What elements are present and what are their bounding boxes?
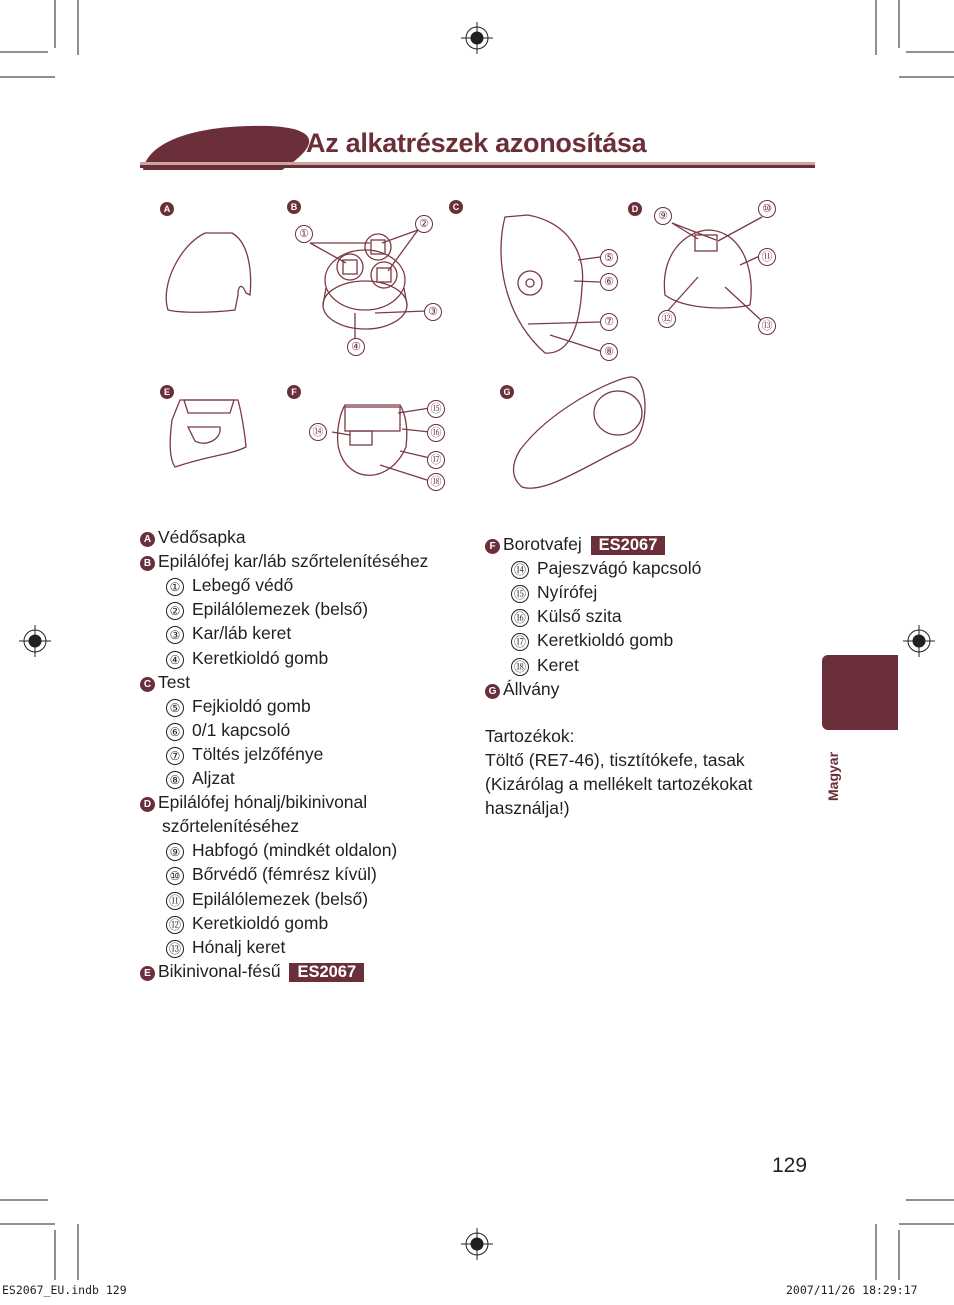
part-item bbox=[511, 580, 597, 604]
shaver-head-illustration bbox=[332, 405, 430, 481]
callout-3: ③ bbox=[424, 303, 442, 321]
part-label: Keretkioldó gomb bbox=[192, 912, 329, 933]
protective-cap-illustration bbox=[166, 233, 250, 312]
diagram-label-d: D bbox=[628, 202, 642, 216]
language-label-text: Magyar bbox=[825, 751, 841, 801]
part-item bbox=[140, 670, 190, 694]
part-number-badge: ⑯ bbox=[511, 609, 529, 627]
part-number-badge: ⑦ bbox=[166, 747, 184, 765]
part-item bbox=[166, 862, 377, 886]
part-label: Keret bbox=[537, 654, 579, 675]
part-letter-badge: E bbox=[140, 966, 155, 981]
diagram-label-b: B bbox=[287, 200, 301, 214]
part-label: Habfogó (mindkét oldalon) bbox=[192, 840, 398, 861]
callout-6: ⑥ bbox=[600, 273, 618, 291]
diagram-label-a: A bbox=[160, 202, 174, 216]
part-item bbox=[166, 935, 285, 959]
callout-1: ① bbox=[295, 225, 313, 243]
part-item bbox=[162, 814, 299, 838]
part-number-badge: ② bbox=[166, 602, 184, 620]
callout-12: ⑫ bbox=[658, 310, 676, 328]
part-item bbox=[140, 549, 428, 573]
part-label: Keretkioldó gomb bbox=[192, 647, 329, 668]
callout-16: ⑯ bbox=[427, 424, 445, 442]
part-number-badge: ⑰ bbox=[511, 633, 529, 651]
callout-2: ② bbox=[415, 215, 433, 233]
accessories-line-2: (Kizárólag a mellékelt tartozékokat bbox=[485, 774, 753, 794]
parts-list-left bbox=[140, 525, 480, 985]
part-number-badge: ⑤ bbox=[166, 699, 184, 717]
part-label: Pajeszvágó kapcsoló bbox=[537, 558, 702, 579]
footer-file: ES2067_EU.indb 129 bbox=[2, 1283, 127, 1297]
part-label: Borotvafej bbox=[503, 534, 582, 554]
part-label: Hónalj keret bbox=[192, 936, 286, 957]
callout-18: ⑱ bbox=[427, 473, 445, 491]
callout-13: ⑬ bbox=[758, 317, 776, 335]
page-number: 129 bbox=[772, 1154, 808, 1177]
part-label: Lebegő védő bbox=[192, 575, 294, 596]
part-item bbox=[166, 597, 368, 621]
callout-10: ⑩ bbox=[758, 200, 776, 218]
part-number-badge: ④ bbox=[166, 651, 184, 669]
stand-illustration bbox=[514, 377, 646, 488]
callout-15: ⑮ bbox=[427, 400, 445, 418]
callout-5: ⑤ bbox=[600, 249, 618, 267]
part-number-badge: ⑧ bbox=[166, 771, 184, 789]
language-label bbox=[816, 740, 854, 802]
epilating-head-illustration bbox=[310, 230, 426, 341]
callout-8: ⑧ bbox=[600, 343, 618, 361]
callout-11: ⑪ bbox=[758, 248, 776, 266]
part-label: Bikinivonal-fésű bbox=[158, 960, 281, 981]
part-label: Töltés jelzőfénye bbox=[192, 743, 324, 764]
model-badge: ES2067 bbox=[289, 963, 364, 982]
part-number-badge: ⑬ bbox=[166, 940, 184, 958]
part-label: Test bbox=[158, 671, 191, 692]
part-item bbox=[166, 742, 323, 766]
part-number-badge: ⑫ bbox=[166, 916, 184, 934]
language-tab bbox=[822, 655, 898, 730]
part-label: Kar/láb keret bbox=[192, 623, 292, 644]
part-item bbox=[511, 653, 579, 677]
footer-date: 2007/11/26 18:29:17 bbox=[786, 1283, 918, 1297]
part-item bbox=[166, 887, 368, 911]
parts-list-right bbox=[485, 532, 805, 702]
part-label: szőrtelenítéséhez bbox=[162, 816, 300, 837]
registration-mark-top bbox=[461, 22, 493, 54]
registration-mark-bottom bbox=[461, 1228, 493, 1260]
part-letter-badge: F bbox=[485, 539, 500, 554]
part-item bbox=[166, 718, 290, 742]
body-illustration bbox=[501, 215, 600, 353]
diagram-label-e: E bbox=[160, 385, 174, 399]
callout-9: ⑨ bbox=[654, 207, 672, 225]
part-item bbox=[166, 911, 328, 935]
part-label: Állvány bbox=[503, 678, 560, 699]
part-number-badge: ① bbox=[166, 578, 184, 596]
part-item bbox=[140, 790, 367, 814]
part-label: Epilálófej kar/láb szőrtelenítéséhez bbox=[158, 551, 429, 572]
part-item bbox=[166, 838, 397, 862]
part-label: Védősapka bbox=[158, 527, 246, 547]
part-item bbox=[511, 556, 701, 580]
callout-4: ④ bbox=[347, 338, 365, 356]
underarm-head-illustration bbox=[664, 217, 762, 321]
callout-17: ⑰ bbox=[427, 451, 445, 469]
diagram-label-c: C bbox=[449, 200, 463, 214]
part-letter-badge: D bbox=[140, 797, 155, 812]
part-number-badge: ⑩ bbox=[166, 867, 184, 885]
parts-diagram bbox=[150, 195, 800, 505]
part-number-badge: ⑥ bbox=[166, 723, 184, 741]
model-badge: ES2067 bbox=[591, 536, 666, 555]
part-item bbox=[166, 621, 291, 645]
part-number-badge: ⑨ bbox=[166, 843, 184, 861]
part-letter-badge: B bbox=[140, 556, 155, 571]
part-item bbox=[511, 628, 673, 652]
callout-7: ⑦ bbox=[600, 313, 618, 331]
registration-mark-left bbox=[19, 625, 51, 657]
part-label: Epilálólemezek (belső) bbox=[192, 888, 369, 909]
part-label: 0/1 kapcsoló bbox=[192, 719, 291, 740]
part-number-badge: ⑮ bbox=[511, 585, 529, 603]
part-label: Keretkioldó gomb bbox=[537, 630, 674, 651]
part-label: Fejkioldó gomb bbox=[192, 695, 311, 716]
part-number-badge: ③ bbox=[166, 626, 184, 644]
part-letter-badge: G bbox=[485, 684, 500, 699]
part-label: Aljzat bbox=[192, 768, 235, 788]
part-item bbox=[166, 766, 235, 790]
part-label: Epilálólemezek (belső) bbox=[192, 599, 369, 620]
accessories-line-1: Töltő (RE7-46), tisztítókefe, tasak bbox=[485, 750, 745, 770]
part-item bbox=[166, 573, 293, 597]
accessories-heading: Tartozékok: bbox=[485, 726, 575, 746]
part-item bbox=[140, 959, 364, 983]
accessories-line-3: használja!) bbox=[485, 798, 570, 818]
part-number-badge: ⑱ bbox=[511, 658, 529, 676]
callout-14: ⑭ bbox=[309, 423, 327, 441]
bikini-comb-illustration bbox=[170, 400, 246, 467]
page-title: Az alkatrészek azonosítása bbox=[306, 128, 647, 158]
part-label: Külső szita bbox=[537, 606, 622, 627]
part-label: Epilálófej hónalj/bikinivonal bbox=[158, 792, 368, 813]
part-item bbox=[485, 677, 559, 701]
part-item bbox=[166, 694, 311, 718]
part-label: Bőrvédő (fémrész kívül) bbox=[192, 864, 377, 885]
part-label: Nyírófej bbox=[537, 582, 598, 603]
part-item bbox=[511, 604, 622, 628]
part-item bbox=[485, 532, 665, 556]
part-letter-badge: C bbox=[140, 677, 155, 692]
part-item bbox=[140, 525, 246, 549]
part-number-badge: ⑪ bbox=[166, 892, 184, 910]
part-number-badge: ⑭ bbox=[511, 561, 529, 579]
diagram-label-g: G bbox=[500, 385, 514, 399]
part-letter-badge: A bbox=[140, 532, 155, 547]
diagram-label-f: F bbox=[287, 385, 301, 399]
registration-mark-right bbox=[903, 625, 935, 657]
part-item bbox=[166, 646, 328, 670]
